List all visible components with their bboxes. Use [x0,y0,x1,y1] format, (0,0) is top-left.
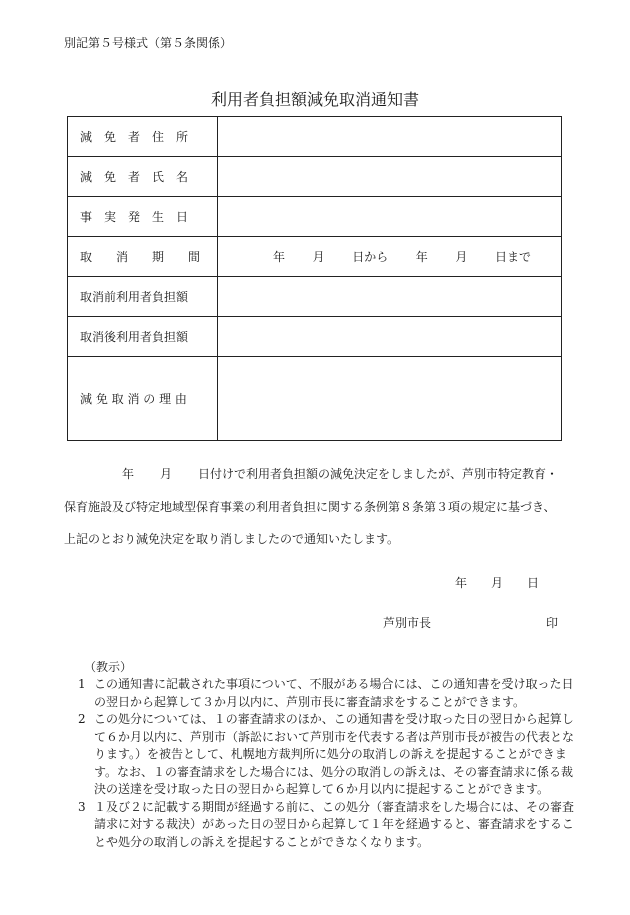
table-row [68,157,562,197]
cancel-period-label: 取 消 期 間 [68,237,218,277]
mayor-title: 芦別市長 [383,616,432,630]
table-row [68,317,562,357]
from-year: 年 [273,250,286,264]
name-label: 減 免 者 氏 名 [68,157,218,197]
address-label: 減 免 者 住 所 [68,117,218,157]
notice-item-text: １及び２に記載する期間が経過する前に、この処分（審査請求をした場合には、その審査請求に対する裁決）があった日の翌日から起算して１年を経過すると、審査請求をすることや処分の取消しの訴えを提起することができなくなります。 [94,799,575,849]
from-day: 日から [352,250,389,264]
table-row [68,117,562,157]
cancel-reason-label: 減 免 取 消 の 理 由 [68,357,218,441]
body-year: 年 [122,467,135,481]
body-paragraph-line-1 [64,465,584,482]
cancel-period-field[interactable] [218,237,562,277]
table-row [68,237,562,277]
occurrence-date-field[interactable] [218,197,562,237]
list-item [78,676,578,711]
notice-item-number: 2 [78,712,86,726]
notice-list [78,676,578,851]
table-row [68,357,562,441]
cancel-reason-field[interactable] [218,357,562,441]
list-item [78,799,578,852]
post-cancel-amount-field[interactable] [218,317,562,357]
issue-date: 年 月 日 [455,576,540,590]
list-item [78,711,578,799]
occurrence-date-label: 事 実 発 生 日 [68,197,218,237]
name-field[interactable] [218,157,562,197]
notice-item-text: この処分については、１の審査請求のほか、この通知書を受け取った日の翌日から起算して６か月以内に、芦別市（訴訟において芦別市を代表する者は芦別市長が被告の代表となります。）を被告として、札幌地方裁判所に処分の取消しの訴えを提起することができます。なお、１の審査請求をした場合には、処分の取消しの訴えは、その審査請求に係る裁決の送達を受け取った日の翌日から起算して６か月以内に提起することができます。 [94,712,575,796]
body-month: 月 [160,467,173,481]
notice-heading: （教示） [84,660,133,674]
form-number: 別記第５号様式（第５条関係） [64,36,233,50]
period-line [218,248,561,265]
body-paragraph-line-2: 保育施設及び特定地域型保育事業の利用者負担に関する条例第８条第３項の規定に基づき、 [64,500,556,514]
body-paragraph-line-3: 上記のとおり減免決定を取り消しましたので通知いたします。 [64,532,400,546]
notice-item-text: この通知書に記載された事項について、不服がある場合には、この通知書を受け取った日の翌日から起算して３か月以内に、芦別市長に審査請求をすることができます。 [94,677,574,709]
to-month: 月 [455,250,468,264]
to-year: 年 [415,250,428,264]
seal-mark: 印 [546,616,559,630]
notice-form-table [67,116,562,441]
address-field[interactable] [218,117,562,157]
document-title: 利用者負担額減免取消通知書 [210,90,419,109]
table-row [68,197,562,237]
to-day: 日まで [494,250,531,264]
table-row [68,277,562,317]
pre-cancel-amount-label: 取消前利用者負担額 [68,277,218,317]
from-month: 月 [312,250,325,264]
body-line-1-text: 日付けで利用者負担額の減免決定をしましたが、芦別市特定教育・ [198,467,559,481]
pre-cancel-amount-field[interactable] [218,277,562,317]
post-cancel-amount-label: 取消後利用者負担額 [68,317,218,357]
notice-item-number: 1 [78,677,86,691]
notice-item-number: 3 [78,799,86,814]
